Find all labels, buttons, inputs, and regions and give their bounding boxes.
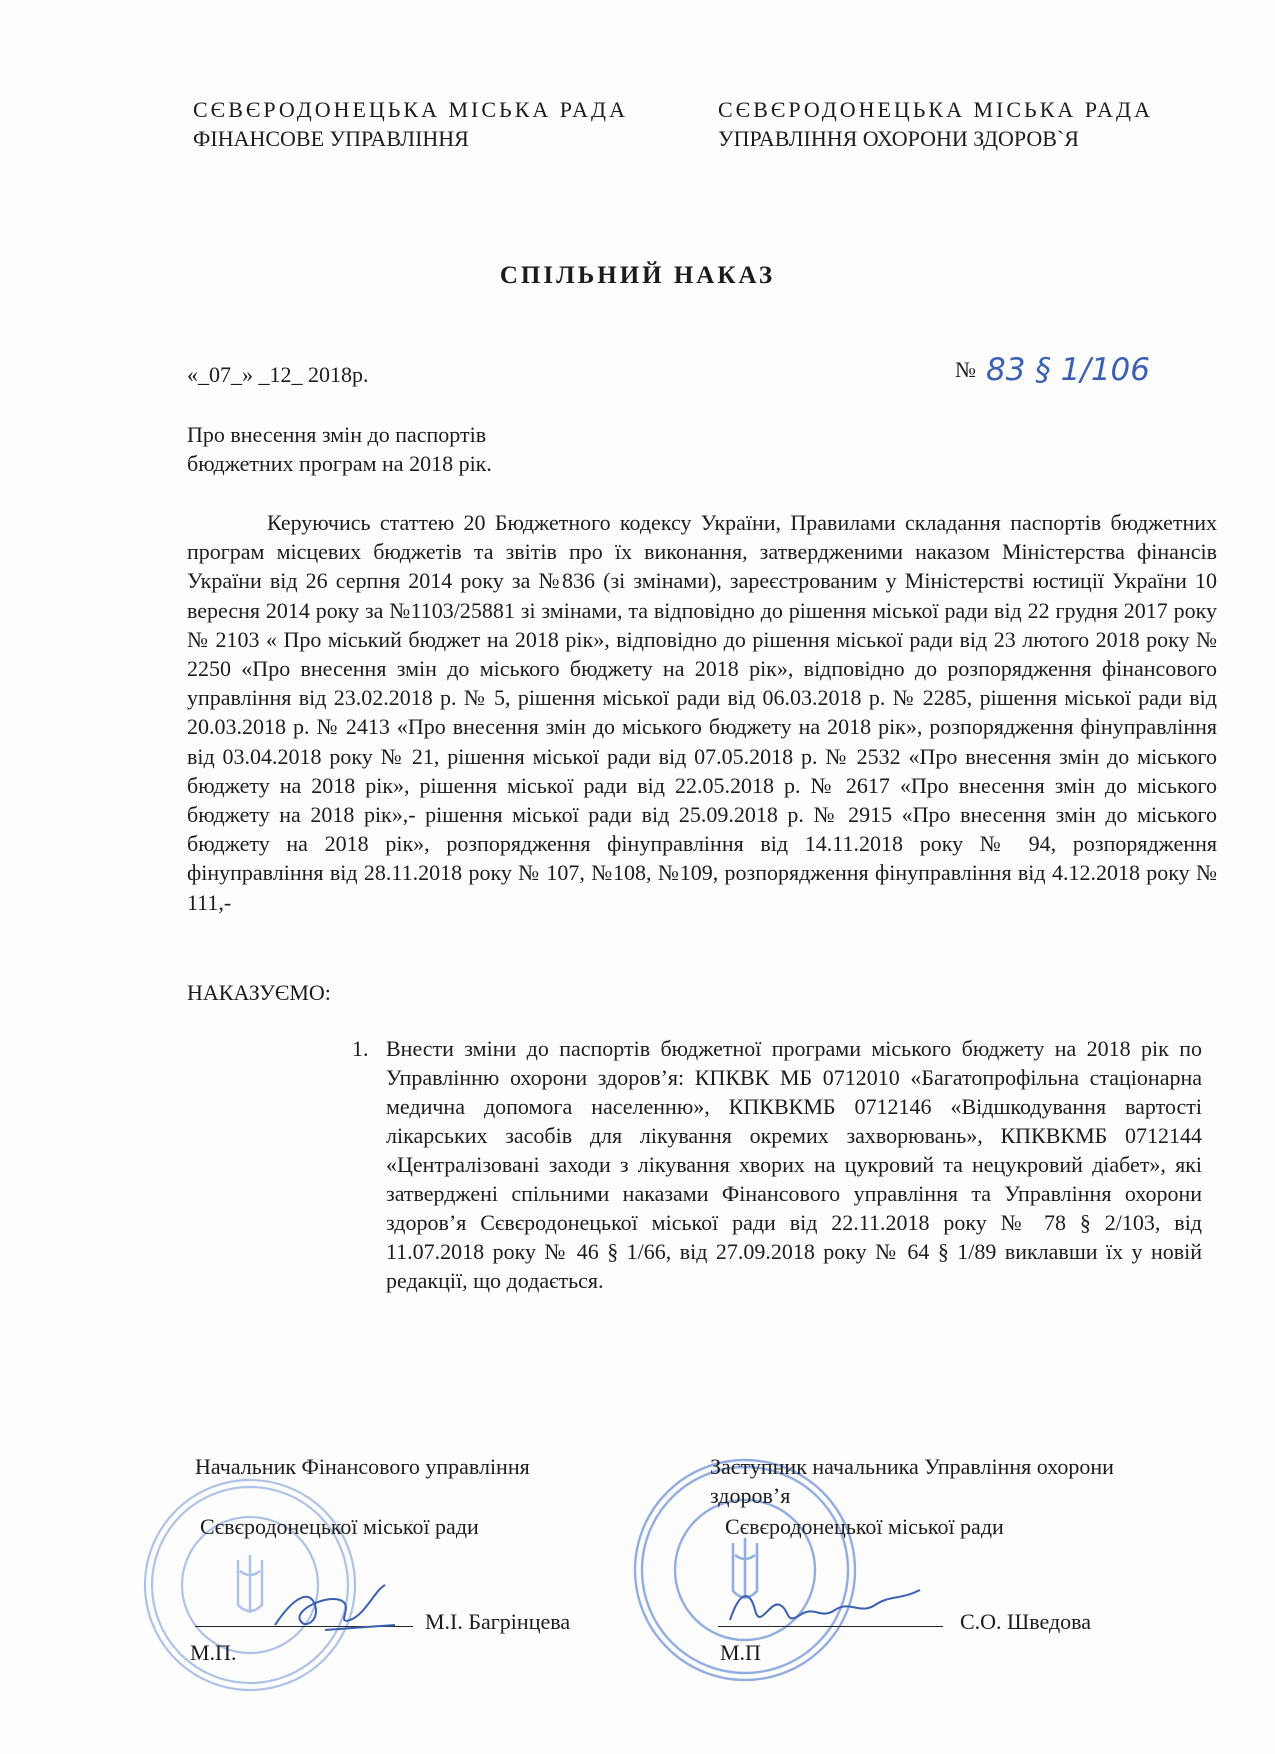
document-number [955,352,1150,388]
right-signatory-org: Сєвєродонецької міської ради [725,1514,1004,1539]
left-dept-name: ФІНАНСОВЕ УПРАВЛІННЯ [193,126,469,151]
right-handwritten-signature [720,1580,930,1640]
item-number: 1. [352,1036,369,1061]
right-signatory-name: С.О. Шведова [960,1609,1092,1634]
subject-line-1: Про внесення змін до паспортів [187,422,487,447]
handwritten-number: 83 § 1/106 [986,352,1150,388]
right-signatory-position: Заступник начальника Управління охорони здоров’я [710,1454,1114,1508]
right-dept-name: УПРАВЛІННЯ ОХОРОНИ ЗДОРОВ`Я [718,126,1079,151]
right-stamp-place: М.П [720,1640,761,1665]
document-date: «_07_» _12_ 2018р. [187,362,369,387]
number-sign: № [955,357,976,382]
left-org-name: СЄВЄРОДОНЕЦЬКА МІСЬКА РАДА [193,97,628,122]
subject-line-2: бюджетних програм на 2018 рік. [187,451,492,476]
right-header [718,95,1153,153]
preamble-paragraph: Керуючись статтею 20 Бюджетного кодексу України, Правилами складання паспортів бюджетних програм місцевих бюджетів та звітів про їх виконання, затвердженими наказом Міністерства фінансів України від 26 серпня 2014 року за №836 (зі змінами), зареєстрованим у Міністерстві юстиції України 10 вересня 2014 року за №1103/25881 зі змінами, та відповідно до рішення міської ради від 22 грудня 2017 року № 2103 « Про міський бюджет на 2018 рік», відповідно до рішення міської ради від 23 лютого 2018 року № 2250 «Про внесення змін до міського бюджету на 2018 рік», відповідно до розпорядження фінансового управління від 23.02.2018 р. № 5, рішення міської ради від 06.03.2018 р. № 2285, рішення міської ради від 20.03.2018 р. № 2413 «Про внесення змін до міського бюджету на 2018 рік», розпорядження фінуправління від 03.04.2018 року № 21, рішення міської ради від 07.05.2018 р. № 2532 «Про внесення змін до міського бюджету на 2018 рік», рішення міської ради від 22.05.2018 р. № 2617 «Про внесення змін до міського бюджету на 2018 рік»,- рішення міської ради від 25.09.2018 р. № 2915 «Про внесення змін до міського бюджету на 2018 рік», розпорядження фінуправління від 14.11.2018 року № 94, розпорядження фінуправління від 28.11.2018 року № 107, №108, №109, розпорядження фінуправління від 4.12.2018 року № 111,- [187,510,1217,915]
order-item [352,1034,1202,1295]
left-signatory-org: Сєвєродонецької міської ради [200,1514,479,1539]
left-signatory-position: Начальник Фінансового управління [195,1454,530,1479]
subject [187,420,492,478]
item-text: Внести зміни до паспортів бюджетної програми міського бюджету на 2018 рік по Управлінню охорони здоров’я: КПКВК МБ 0712010 «Багатопрофільна стаціонарна медична допомога населенню», КПКВКМБ 0712146 «Відшкодування вартості лікарських засобів для лікування окремих захворювань», КПКВКМБ 0712144 «Централізовані заходи з лікування хворих на цукровий та нецукровий діабет», які затверджені спільними наказами Фінансового управління та Управління охорони здоров’я Сєвєродонецької міської ради від 22.11.2018 року № 78 § 2/103, від 11.07.2018 року № 46 § 1/66, від 27.09.2018 року № 64 § 1/89 виклавши їх у новій редакції, що додається. [386,1036,1202,1293]
document-title: СПІЛЬНИЙ НАКАЗ [499,262,776,289]
left-stamp-place: М.П. [190,1640,237,1665]
order-word: НАКАЗУЄМО: [187,980,331,1005]
left-handwritten-signature [265,1575,415,1645]
right-org-name: СЄВЄРОДОНЕЦЬКА МІСЬКА РАДА [718,97,1153,122]
left-signatory-name: М.І. Багрінцева [425,1609,571,1634]
left-header [193,95,628,153]
